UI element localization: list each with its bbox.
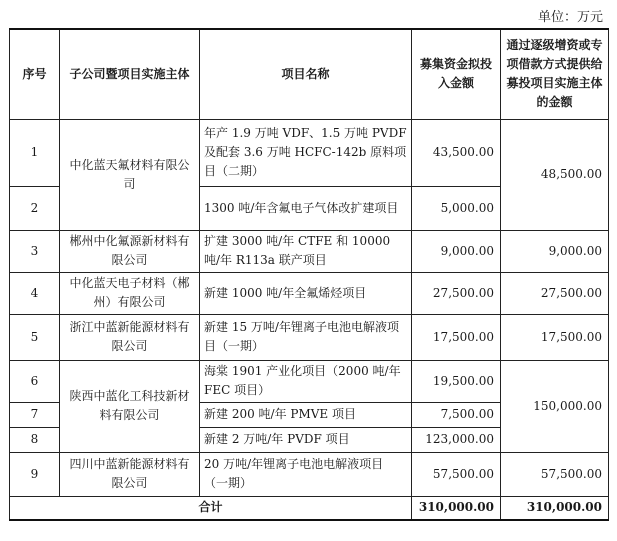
unit-label: 单位：万元 xyxy=(537,10,603,25)
table-row xyxy=(10,272,609,314)
seq-cell: 2 xyxy=(10,186,60,230)
seq-cell: 3 xyxy=(10,230,60,272)
seq-cell: 7 xyxy=(10,402,60,427)
table-row xyxy=(10,314,609,360)
amount-cell: 5,000.00 xyxy=(412,186,501,230)
header-row xyxy=(10,29,609,119)
table-row xyxy=(10,230,609,272)
loan-cell: 9,000.00 xyxy=(501,230,609,272)
amount-cell: 43,500.00 xyxy=(412,119,501,186)
header-amount: 募集资金拟投入金额 xyxy=(412,29,501,119)
project-cell: 海棠 1901 产业化项目（2000 吨/年 FEC 项目） xyxy=(200,360,412,402)
project-cell: 年产 1.9 万吨 VDF、1.5 万吨 PVDF 及配套 3.6 万吨 HCFC-142b 原料项目（二期） xyxy=(200,119,412,186)
seq-cell: 4 xyxy=(10,272,60,314)
amount-cell: 27,500.00 xyxy=(412,272,501,314)
loan-cell: 150,000.00 xyxy=(501,360,609,452)
header-loan: 通过逐级增资或专项借款方式提供给募投项目实施主体的金额 xyxy=(501,29,609,119)
entity-cell: 中化蓝天氟材料有限公司 xyxy=(60,119,200,230)
seq-cell: 1 xyxy=(10,119,60,186)
header-project: 项目名称 xyxy=(200,29,412,119)
entity-cell: 浙江中蓝新能源材料有限公司 xyxy=(60,314,200,360)
amount-cell: 17,500.00 xyxy=(412,314,501,360)
loan-cell: 48,500.00 xyxy=(501,119,609,230)
project-cell: 扩建 3000 吨/年 CTFE 和 10000 吨/年 R113a 联产项目 xyxy=(200,230,412,272)
loan-cell: 17,500.00 xyxy=(501,314,609,360)
header-seq: 序号 xyxy=(10,29,60,119)
total-loan: 310,000.00 xyxy=(501,496,609,520)
project-cell: 20 万吨/年锂离子电池电解液项目（一期） xyxy=(200,452,412,496)
header-entity: 子公司暨项目实施主体 xyxy=(60,29,200,119)
project-cell: 新建 200 吨/年 PMVE 项目 xyxy=(200,402,412,427)
seq-cell: 6 xyxy=(10,360,60,402)
amount-cell: 9,000.00 xyxy=(412,230,501,272)
total-amount: 310,000.00 xyxy=(412,496,501,520)
total-label: 合计 xyxy=(10,496,412,520)
entity-cell: 中化蓝天电子材料（郴州）有限公司 xyxy=(60,272,200,314)
fund-allocation-table xyxy=(9,28,609,521)
entity-cell: 四川中蓝新能源材料有限公司 xyxy=(60,452,200,496)
seq-cell: 5 xyxy=(10,314,60,360)
entity-cell: 陕西中蓝化工科技新材料有限公司 xyxy=(60,360,200,452)
table-row xyxy=(10,360,609,402)
project-cell: 新建 15 万吨/年锂离子电池电解液项目（一期） xyxy=(200,314,412,360)
loan-cell: 27,500.00 xyxy=(501,272,609,314)
seq-cell: 8 xyxy=(10,427,60,452)
project-cell: 新建 2 万吨/年 PVDF 项目 xyxy=(200,427,412,452)
amount-cell: 57,500.00 xyxy=(412,452,501,496)
amount-cell: 123,000.00 xyxy=(412,427,501,452)
total-row xyxy=(10,496,609,520)
amount-cell: 7,500.00 xyxy=(412,402,501,427)
table-row xyxy=(10,119,609,186)
seq-cell: 9 xyxy=(10,452,60,496)
entity-cell: 郴州中化氟源新材料有限公司 xyxy=(60,230,200,272)
loan-cell: 57,500.00 xyxy=(501,452,609,496)
project-cell: 新建 1000 吨/年全氟烯烃项目 xyxy=(200,272,412,314)
project-cell: 1300 吨/年含氟电子气体改扩建项目 xyxy=(200,186,412,230)
amount-cell: 19,500.00 xyxy=(412,360,501,402)
table-row xyxy=(10,452,609,496)
